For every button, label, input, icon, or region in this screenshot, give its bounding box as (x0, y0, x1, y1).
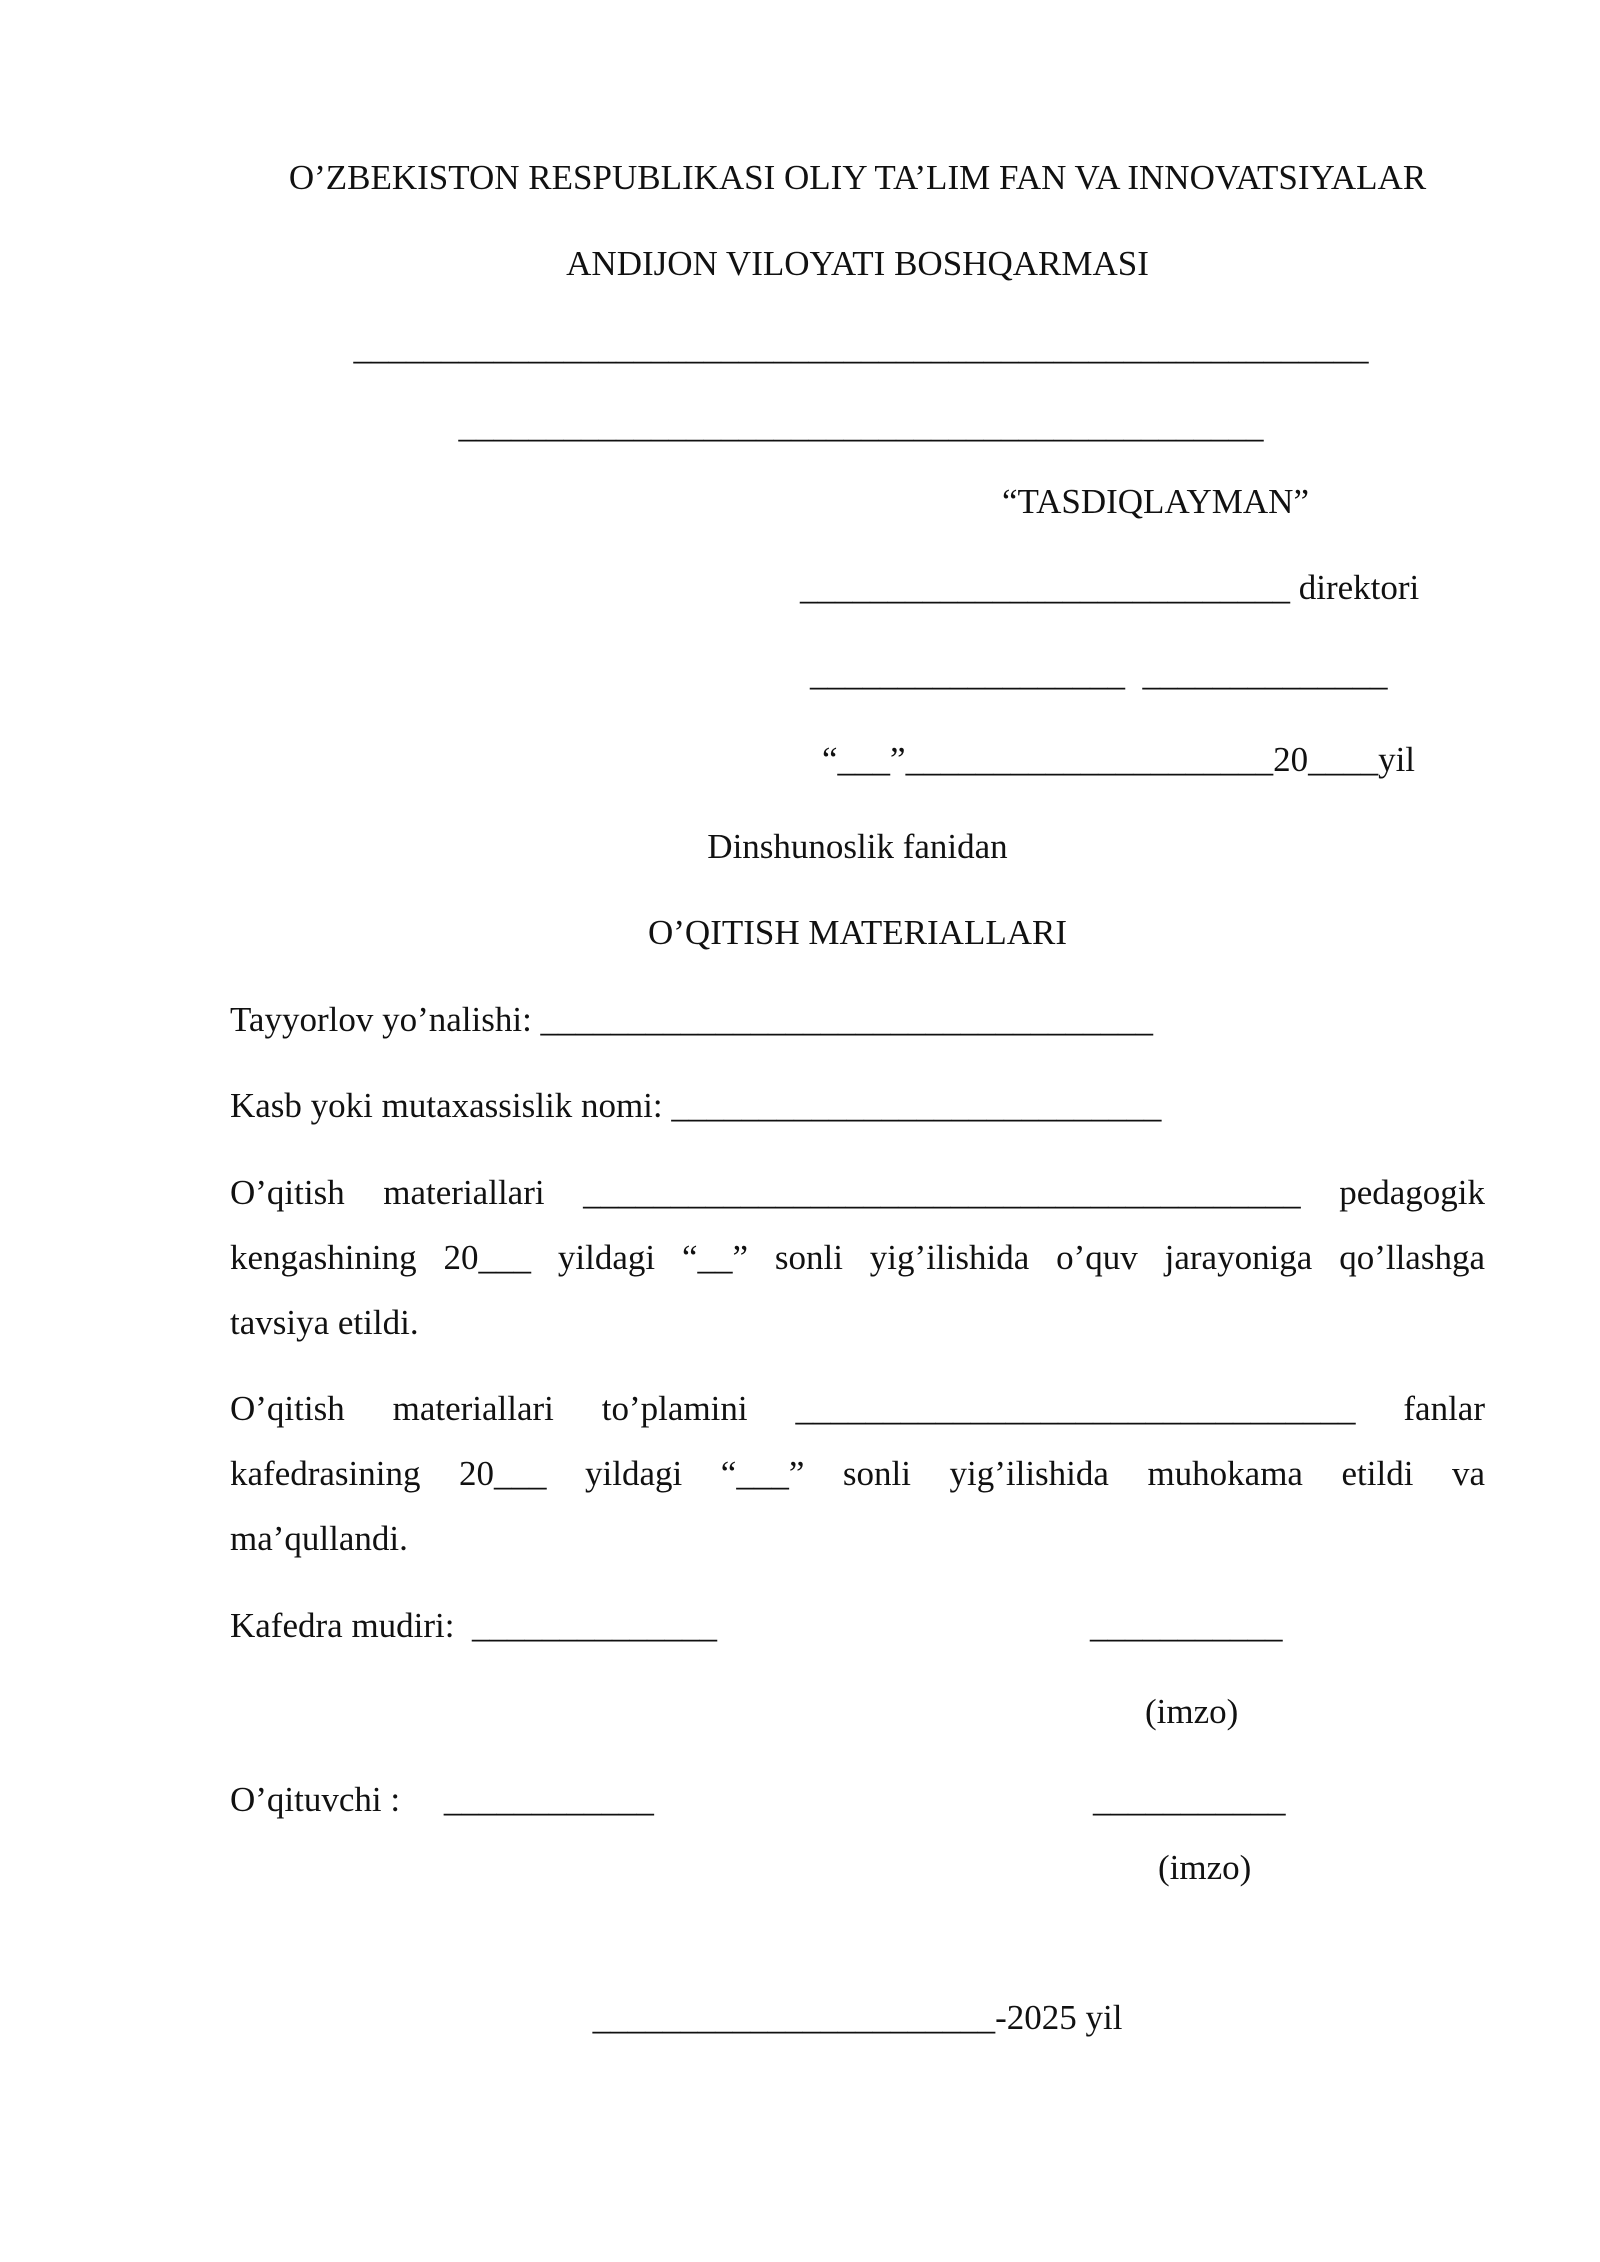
paragraph1-line2: kengashining 20___ yildagi “__” sonli yig’ilishida o’quv jarayoniga qo’llashga (230, 1238, 1485, 1277)
course-name: Dinshunoslik fanidan (707, 827, 1008, 866)
teacher-label: O’qituvchi : ____________ (230, 1780, 654, 1819)
ministry-header: O’ZBEKISTON RESPUBLIKASI OLIY TA’LIM FAN VA INNOVATSIYALAR (288, 158, 1427, 197)
approval-date-line: “___”_____________________20____yil (822, 740, 1416, 779)
document-heading: O’QITISH MATERIALLARI (648, 913, 1067, 952)
region-header: ANDIJON VILOYATI BOSHQARMASI (566, 244, 1149, 283)
department-head-label: Kafedra mudiri: ______________ (230, 1606, 717, 1645)
paragraph2-line2: kafedrasining 20___ yildagi “___” sonli yig’ilishida muhokama etildi va (230, 1454, 1485, 1493)
teacher-imzo: (imzo) (1158, 1848, 1252, 1887)
profession-field: Kasb yoki mutaxassislik nomi: ____________________________ (230, 1086, 1162, 1125)
department-head-imzo: (imzo) (1145, 1692, 1239, 1731)
director-signature-line: __________________ ______________ (810, 654, 1388, 693)
paragraph1-line1: O’qitish materiallari _________________________________________ pedagogik (230, 1173, 1485, 1212)
footer-year-line: _______________________-2025 yil (592, 1998, 1123, 2037)
department-head-signature-line: ___________ (1090, 1606, 1283, 1645)
institution-blank-1: __________________________________________________________ (353, 328, 1369, 367)
director-line: ____________________________ direktori (800, 568, 1420, 607)
paragraph1-line3: tavsiya etildi. (230, 1303, 419, 1342)
department-paragraph (230, 1376, 1485, 1571)
paragraph2-line1: O’qitish materiallari to’plamini ________________________________ fanlar (230, 1389, 1485, 1428)
paragraph2-line3: ma’qullandi. (230, 1519, 408, 1558)
direction-field: Tayyorlov yo’nalishi: ___________________________________ (230, 1000, 1154, 1039)
pedagogical-council-paragraph (230, 1160, 1485, 1355)
teacher-signature-line: ___________ (1093, 1780, 1286, 1819)
approval-title: “TASDIQLAYMAN” (1002, 482, 1309, 521)
institution-blank-2: ______________________________________________ (458, 406, 1264, 445)
